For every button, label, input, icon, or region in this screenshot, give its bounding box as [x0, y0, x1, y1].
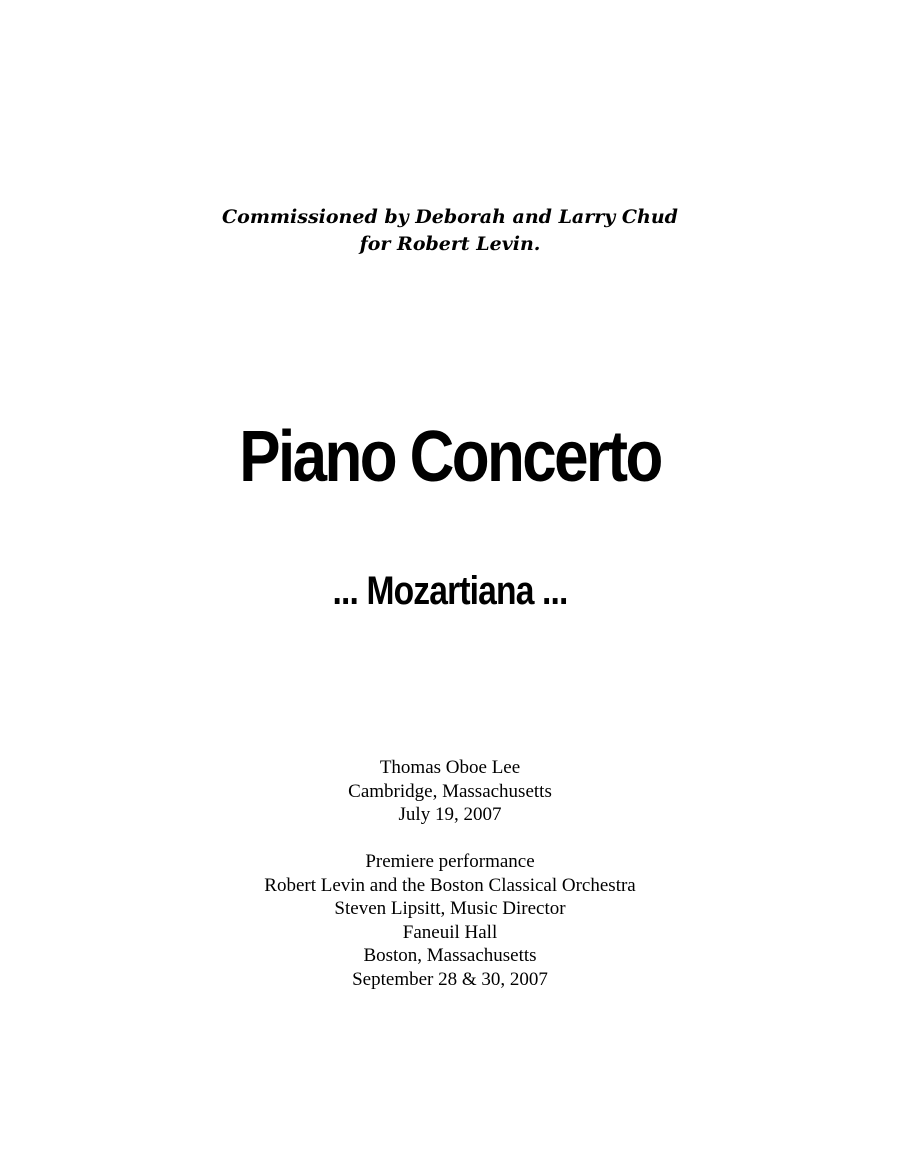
premiere-performers: Robert Levin and the Boston Classical Orchestra [264, 874, 636, 896]
premiere-block [0, 850, 900, 991]
commission-note [0, 204, 900, 258]
premiere-city: Boston, Massachusetts [363, 945, 537, 966]
premiere-director: Steven Lipsitt, Music Director [334, 898, 566, 919]
composition-place: Cambridge, Massachusetts [348, 780, 552, 802]
premiere-venue: Faneuil Hall [402, 921, 498, 943]
premiere-heading: Premiere performance [365, 851, 535, 872]
composer-block [0, 756, 900, 827]
commission-line-2: for Robert Levin. [359, 233, 541, 255]
work-title: Piano Concerto [239, 417, 661, 497]
work-subtitle: ... Mozartiana ... [332, 569, 568, 613]
commission-line-1: Commissioned by Deborah and Larry Chud [222, 206, 678, 228]
composition-date: July 19, 2007 [398, 804, 502, 825]
premiere-dates: September 28 & 30, 2007 [352, 968, 548, 990]
composer-name: Thomas Oboe Lee [379, 757, 521, 778]
